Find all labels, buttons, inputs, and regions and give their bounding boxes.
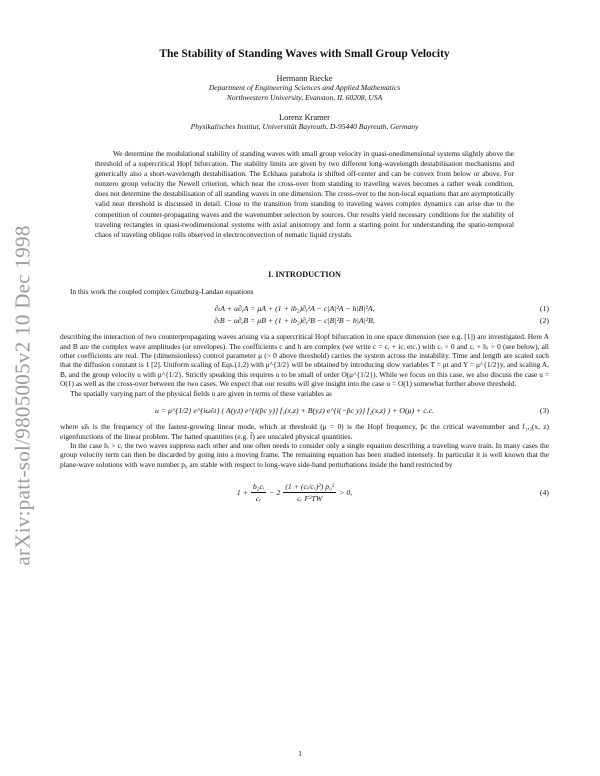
section-heading: I. INTRODUCTION: [268, 269, 341, 279]
equation-3-body: u = μ^{1/2} e^{iω̂ₕt} ( A(y,t) e^{i(p̂c y)} f₁(x,z) + B(y,t) e^{i(−p̂c y)} f₂(x,z) ) + O(μ) + c.c.: [154, 405, 435, 415]
abstract: We determine the modulational stability of standing waves with small group velocity in quasi-onedimensional systems slightly above the threshold of a supercritical Hopf bifurcation. The stability limits are given by two different long-wavelength destabilisation mechanisms and generically also a short-wavelength destabilisation. The Eckhaus parabola is shifted off-center and can be convex from below or above. For nonzero group velocity the Newell criterion, which near the cross-over from standing to traveling waves becomes a rather weak condition, does not determine the destabilisation of all standing waves in one dimension. The cross-over to the non-local equations that are asymptotically valid near threshold is discussed in detail. Close to the transition from standing to traveling waves complex dynamics can arise due to the competition of counter-propagating waves and the wavenumber selection by sources. Our results yield necessary conditions for the stability of traveling rectangles in quasi-twodimensional systems with axial anisotropy and form a starting point for understanding the spatio-temporal chaos of traveling oblique rolls observed in electroconvection of nematic liquid crystals.: [95, 149, 514, 239]
equation-4-fraction-1: [251, 481, 266, 504]
arxiv-id-text: arXiv:patt-sol/9805005v2 10 Dec 1998: [10, 224, 35, 566]
author-affiliation-2: Physikalisches Institut, Universität Bayreuth, D-95440 Bayreuth, Germany: [190, 122, 419, 131]
author-name-1: Hermann Riecke: [276, 74, 333, 83]
equation-4-fraction-1-denominator: cᵣ: [255, 493, 262, 503]
body-paragraph-case: In the case hᵣ > cᵣ the two waves suppress each other and one often needs to consider only a single equation describing a traveling wave train. In many cases the group velocity term can then be discarded by going into a moving frame. The remaining equation has been studied intensely. In particular it is well known that the plane-wave solutions with wave number p₀ are stable with respect to long-wave side-band perturbations inside the band restricted by: [60, 440, 549, 469]
body-paragraph-interaction: describing the interaction of two counterpropagating waves arising via a supercritical Hopf bifurcation in one space dimension (see e.g. [1]) are investigated. Here A and B are the complex wave amplitudes (or envelopes). The coefficients c and h are complex (we write c = cᵣ + icᵢ etc.) with cᵣ > 0 and cᵣ + hᵣ > 0 (see below), all other coefficients are real. The (dimensionless) control parameter μ (> 0 above threshold) carries the system across the instability. Time and length are scaled such that the diffusion constant is 1 [2]. Uniform scaling of Eqs.(1,2) with μ^{3/2} will be obtained by introducing slow variables T = μt and Y = μ^{1/2}y, and scaling A, B, and the group velocity u with μ^{1/2}. Strictly speaking this requires u to be small of order O(μ^{1/2}). While we focus on this case, we also discuss the case u = O(1) as well as the cross-over between the two cases. We expect that our results will give insight into the case u = O(1) somewhat further above threshold.: [60, 332, 549, 389]
equation-4-fraction-1-numerator: b₂cᵢ: [252, 481, 265, 491]
equation-4-fraction-2-denominator: cᵣ F²TW: [297, 493, 323, 503]
equation-4-number: (4): [539, 487, 549, 497]
equation-1-body: ∂ₜA + u∂ᵧA = μA + (1 + ib₂)∂ᵧ²A − c|A|²A − h|B|²A,: [214, 303, 375, 313]
equation-4: [60, 475, 549, 509]
equation-4-tail: > 0,: [339, 487, 353, 497]
equation-4-lead: 1 +: [236, 487, 248, 497]
body-paragraph-frequency: where ω̂ₕ is the frequency of the fastest-growing linear mode, which at threshold (μ = 0) is the Hopf frequency, p̂c the critical wavenumber and f₁,₂(x, z) eigenfunctions of the linear problem. The hatted quantities (e.g. f̂) are unscaled physical quantities.: [60, 422, 549, 441]
equation-2-number: (2): [539, 315, 549, 325]
equation-2-body: ∂ₜB − u∂ᵧB = μB + (1 + ib₂)∂ᵧ²B − c|B|²B − h|A|²B,: [214, 315, 375, 325]
arxiv-side-stamp: [2, 210, 44, 580]
author-affiliation-1a: Department of Engineering Sciences and Applied Mathematics: [208, 83, 401, 92]
intro-paragraph: In this work the coupled complex Ginzburg-Landau equations: [70, 286, 254, 296]
equation-4-fraction-2-numerator: (1 + (cᵢ/cᵣ)²) p₀²: [285, 481, 335, 491]
paper-title: The Stability of Standing Waves with Small Group Velocity: [159, 48, 450, 60]
page-number: 1: [298, 749, 302, 758]
paper-page: [60, 48, 549, 513]
equation-4-body: [60, 481, 529, 504]
equation-4-mid: − 2: [269, 487, 281, 497]
equation-3: [60, 404, 549, 416]
author-affiliation-1b: Northwestern University, Evanston, IL 60208, USA: [226, 93, 383, 102]
body-paragraph-spatial: The spatially varying part of the physical fields u are given in terms of these variables as: [70, 388, 332, 398]
author-name-2: Lorenz Kramer: [279, 113, 330, 122]
equation-1-number: (1): [539, 303, 549, 313]
equation-1: [60, 302, 549, 314]
equation-4-fraction-2: [283, 481, 336, 504]
equation-3-number: (3): [539, 405, 549, 415]
equation-2: [60, 314, 549, 326]
